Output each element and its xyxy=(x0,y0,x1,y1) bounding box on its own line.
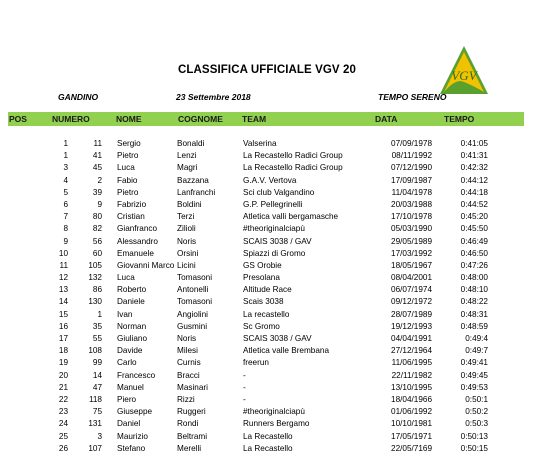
cell-cognome: Tomasoni xyxy=(177,273,213,283)
cell-team: Atletica valli bergamasche xyxy=(243,212,339,222)
cell-pos: 6 xyxy=(63,199,68,209)
cell-cognome: Terzi xyxy=(177,212,195,222)
cell-cognome: Masinari xyxy=(177,382,208,392)
cell-pos: 19 xyxy=(58,358,68,368)
cell-data: 13/10/1995 xyxy=(391,382,432,392)
cell-team: Runners Bergamo xyxy=(243,419,310,429)
cell-data: 01/06/1992 xyxy=(391,407,432,417)
header-pos: POS xyxy=(9,114,27,124)
cell-team: G.P. Pellegrinelli xyxy=(243,199,303,209)
table-row xyxy=(0,175,534,187)
table-row xyxy=(0,138,534,150)
cell-data: 08/11/1992 xyxy=(391,151,432,161)
table-row xyxy=(0,272,534,284)
cell-tempo: 0:45:20 xyxy=(460,212,488,222)
cell-tempo: 0:44:52 xyxy=(460,199,488,209)
cell-tempo: 0:50:13 xyxy=(460,431,488,441)
table-row xyxy=(0,394,534,406)
cell-cognome: Beltrami xyxy=(177,431,208,441)
cell-pos: 12 xyxy=(58,273,68,283)
cell-data: 27/12/1964 xyxy=(391,346,432,356)
header-cognome: COGNOME xyxy=(178,114,223,124)
cell-team: Presolana xyxy=(243,273,280,283)
table-row xyxy=(0,260,534,272)
cell-nome: Luca xyxy=(117,273,135,283)
table-row xyxy=(0,199,534,211)
cell-pos: 4 xyxy=(63,175,68,185)
cell-tempo: 0:49:7 xyxy=(465,346,488,356)
cell-pos: 3 xyxy=(63,163,68,173)
cell-numero: 39 xyxy=(92,187,102,197)
table-row xyxy=(0,382,534,394)
table-row xyxy=(0,211,534,223)
cell-cognome: Ruggeri xyxy=(177,407,206,417)
cell-cognome: Magri xyxy=(177,163,198,173)
cell-data: 28/07/1989 xyxy=(391,309,432,319)
cell-pos: 20 xyxy=(58,370,68,380)
cell-tempo: 0:49:41 xyxy=(460,358,488,368)
table-row xyxy=(0,345,534,357)
cell-nome: Fabio xyxy=(117,175,138,185)
cell-tempo: 0:50:2 xyxy=(465,407,488,417)
table-row xyxy=(0,296,534,308)
cell-pos: 23 xyxy=(58,407,68,417)
cell-data: 17/09/1987 xyxy=(391,175,432,185)
cell-cognome: Rondi xyxy=(177,419,199,429)
cell-team: G.A.V. Vertova xyxy=(243,175,297,185)
results-table xyxy=(0,138,534,455)
cell-data: 17/10/1978 xyxy=(391,212,432,222)
cell-tempo: 0:45:50 xyxy=(460,224,488,234)
cell-pos: 26 xyxy=(58,443,68,453)
cell-data: 05/03/1990 xyxy=(391,224,432,234)
cell-pos: 8 xyxy=(63,224,68,234)
cell-data: 20/03/1988 xyxy=(391,199,432,209)
cell-nome: Roberto xyxy=(117,285,147,295)
table-row xyxy=(0,187,534,199)
cell-cognome: Noris xyxy=(177,236,197,246)
cell-pos: 7 xyxy=(63,212,68,222)
table-row xyxy=(0,162,534,174)
cell-nome: Daniele xyxy=(117,297,145,307)
cell-cognome: Noris xyxy=(177,334,197,343)
cell-nome: Piero xyxy=(117,394,137,404)
cell-nome: Cristian xyxy=(117,212,145,222)
cell-cognome: Curnis xyxy=(177,358,201,368)
cell-cognome: Bazzana xyxy=(177,175,209,185)
cell-team: La Recastello Radici Group xyxy=(243,163,343,173)
cell-data: 29/05/1989 xyxy=(391,236,432,246)
table-row xyxy=(0,370,534,382)
cell-pos: 1 xyxy=(63,139,68,148)
cell-nome: Carlo xyxy=(117,358,137,368)
document-title: CLASSIFICA UFFICIALE VGV 20 xyxy=(178,64,356,76)
cell-tempo: 0:41:31 xyxy=(460,151,488,161)
cell-nome: Pietro xyxy=(117,187,139,197)
cell-pos: 24 xyxy=(58,419,68,429)
cell-numero: 130 xyxy=(88,297,102,307)
cell-tempo: 0:41:05 xyxy=(460,139,488,148)
cell-data: 22/05/7169 xyxy=(391,443,432,453)
cell-team: - xyxy=(243,382,246,392)
cell-numero: 11 xyxy=(93,139,102,148)
cell-tempo: 0:48:31 xyxy=(460,309,488,319)
cell-pos: 13 xyxy=(58,285,68,295)
race-location: GANDINO xyxy=(58,92,99,102)
cell-cognome: Milesi xyxy=(177,346,198,356)
cell-tempo: 0:47:26 xyxy=(460,260,488,270)
cell-pos: 25 xyxy=(58,431,68,441)
cell-tempo: 0:50:3 xyxy=(465,419,488,429)
cell-tempo: 0:48:10 xyxy=(460,285,488,295)
cell-pos: 5 xyxy=(63,187,68,197)
cell-cognome: Antonelli xyxy=(177,285,209,295)
cell-numero: 107 xyxy=(88,443,102,453)
cell-team: SCAIS 3038 / GAV xyxy=(243,236,312,246)
cell-nome: Ivan xyxy=(117,309,133,319)
cell-nome: Sergio xyxy=(117,139,141,148)
cell-cognome: Rizzi xyxy=(177,394,195,404)
table-row xyxy=(0,309,534,321)
cell-pos: 16 xyxy=(58,321,68,331)
logo-text: VGV xyxy=(451,68,477,83)
cell-cognome: Lanfranchi xyxy=(177,187,216,197)
cell-numero: 41 xyxy=(92,151,102,161)
cell-numero: 131 xyxy=(88,419,102,429)
cell-tempo: 0:49:53 xyxy=(460,382,488,392)
cell-numero: 55 xyxy=(92,334,102,343)
cell-nome: Daniel xyxy=(117,419,141,429)
cell-data: 22/11/1982 xyxy=(391,370,432,380)
cell-pos: 18 xyxy=(58,346,68,356)
table-row xyxy=(0,431,534,443)
weather-info: TEMPO SERENO xyxy=(378,92,447,102)
cell-cognome: Bracci xyxy=(177,370,200,380)
table-row xyxy=(0,406,534,418)
table-row xyxy=(0,333,534,345)
cell-data: 06/07/1974 xyxy=(391,285,432,295)
cell-numero: 132 xyxy=(88,273,102,283)
cell-team: La Recastello Radici Group xyxy=(243,151,343,161)
cell-tempo: 0:50:15 xyxy=(460,443,488,453)
cell-team: SCAIS 3038 / GAV xyxy=(243,334,312,343)
cell-tempo: 0:48:00 xyxy=(460,273,488,283)
cell-numero: 1 xyxy=(97,309,102,319)
cell-data: 17/03/1992 xyxy=(391,248,432,258)
cell-pos: 21 xyxy=(58,382,68,392)
cell-tempo: 0:48:22 xyxy=(460,297,488,307)
cell-team: - xyxy=(243,370,246,380)
cell-pos: 22 xyxy=(58,394,68,404)
cell-team: GS Orobie xyxy=(243,260,282,270)
cell-pos: 1 xyxy=(63,151,68,161)
cell-tempo: 0:46:49 xyxy=(460,236,488,246)
cell-numero: 56 xyxy=(92,236,102,246)
header-nome: NOME xyxy=(116,114,142,124)
cell-nome: Giuliano xyxy=(117,334,148,343)
header-data: DATA xyxy=(375,114,398,124)
cell-nome: Luca xyxy=(117,163,135,173)
cell-nome: Fabrizio xyxy=(117,199,147,209)
header-numero: NUMERO xyxy=(52,114,90,124)
cell-numero: 82 xyxy=(92,224,102,234)
cell-cognome: Merelli xyxy=(177,443,202,453)
cell-team: La Recastello xyxy=(243,443,293,453)
cell-cognome: Gusmini xyxy=(177,321,208,331)
cell-numero: 118 xyxy=(88,394,102,404)
cell-tempo: 0:49:4 xyxy=(465,334,488,343)
cell-cognome: Licini xyxy=(177,260,196,270)
cell-pos: 9 xyxy=(63,236,68,246)
cell-nome: Emanuele xyxy=(117,248,154,258)
cell-nome: Stefano xyxy=(117,443,146,453)
cell-cognome: Tomasoni xyxy=(177,297,213,307)
cell-numero: 99 xyxy=(92,358,102,368)
cell-team: Scais 3038 xyxy=(243,297,284,307)
cell-pos: 10 xyxy=(58,248,68,258)
cell-nome: Norman xyxy=(117,321,147,331)
cell-team: Atletica valle Brembana xyxy=(243,346,330,356)
cell-data: 11/06/1995 xyxy=(391,358,432,368)
table-row xyxy=(0,443,534,455)
cell-tempo: 0:50:1 xyxy=(465,394,488,404)
cell-cognome: Angiolini xyxy=(177,309,208,319)
cell-nome: Manuel xyxy=(117,382,144,392)
cell-tempo: 0:44:18 xyxy=(460,187,488,197)
cell-tempo: 0:49:45 xyxy=(460,370,488,380)
cell-tempo: 0:44:12 xyxy=(460,175,488,185)
cell-numero: 2 xyxy=(97,175,102,185)
cell-data: 10/10/1981 xyxy=(391,419,432,429)
table-header xyxy=(8,112,524,126)
cell-numero: 9 xyxy=(97,199,102,209)
cell-numero: 86 xyxy=(92,285,102,295)
cell-nome: Giovanni Marco xyxy=(117,260,175,270)
cell-pos: 11 xyxy=(59,260,68,270)
cell-numero: 105 xyxy=(88,260,102,270)
cell-data: 07/12/1990 xyxy=(391,163,432,173)
cell-numero: 80 xyxy=(92,212,102,222)
cell-data: 08/04/2001 xyxy=(391,273,432,283)
cell-team: #theoriginalciapù xyxy=(243,224,305,234)
cell-nome: Gianfranco xyxy=(117,224,158,234)
cell-team: Sci club Valgandino xyxy=(243,187,315,197)
cell-team: freerun xyxy=(243,358,269,368)
cell-nome: Giuseppe xyxy=(117,407,153,417)
cell-pos: 17 xyxy=(58,334,68,343)
cell-team: Valserina xyxy=(243,139,277,148)
cell-numero: 47 xyxy=(92,382,102,392)
cell-nome: Maurizio xyxy=(117,431,148,441)
race-date: 23 Settembre 2018 xyxy=(176,92,251,102)
cell-tempo: 0:46:50 xyxy=(460,248,488,258)
cell-team: Altitude Race xyxy=(243,285,292,295)
cell-cognome: Lenzi xyxy=(177,151,197,161)
table-row xyxy=(0,236,534,248)
cell-data: 18/04/1966 xyxy=(391,394,432,404)
cell-nome: Davide xyxy=(117,346,143,356)
header-team: TEAM xyxy=(242,114,267,124)
cell-nome: Francesco xyxy=(117,370,156,380)
cell-numero: 35 xyxy=(92,321,102,331)
cell-cognome: Bonaldi xyxy=(177,139,205,148)
cell-numero: 3 xyxy=(97,431,102,441)
cell-nome: Pietro xyxy=(117,151,139,161)
cell-team: La Recastello xyxy=(243,431,293,441)
cell-team: Sc Gromo xyxy=(243,321,280,331)
cell-tempo: 0:48:59 xyxy=(460,321,488,331)
table-row xyxy=(0,223,534,235)
table-row xyxy=(0,284,534,296)
cell-pos: 15 xyxy=(58,309,68,319)
cell-numero: 14 xyxy=(92,370,102,380)
cell-data: 11/04/1978 xyxy=(391,187,432,197)
table-row xyxy=(0,418,534,430)
cell-team: #theoriginalciapù xyxy=(243,407,305,417)
cell-team: - xyxy=(243,394,246,404)
cell-cognome: Boldini xyxy=(177,199,202,209)
vgv-logo xyxy=(438,44,490,96)
cell-tempo: 0:42:32 xyxy=(460,163,488,173)
header-tempo: TEMPO xyxy=(444,114,475,124)
cell-data: 18/05/1967 xyxy=(391,260,432,270)
cell-data: 17/05/1971 xyxy=(391,431,432,441)
cell-numero: 60 xyxy=(92,248,102,258)
cell-numero: 45 xyxy=(92,163,102,173)
cell-data: 19/12/1993 xyxy=(391,321,432,331)
table-row xyxy=(0,357,534,369)
cell-cognome: Orsini xyxy=(177,248,199,258)
cell-numero: 108 xyxy=(88,346,102,356)
table-row xyxy=(0,248,534,260)
table-row xyxy=(0,321,534,333)
cell-nome: Alessandro xyxy=(117,236,158,246)
cell-numero: 75 xyxy=(92,407,102,417)
cell-cognome: Zilioli xyxy=(177,224,196,234)
table-row xyxy=(0,150,534,162)
cell-data: 04/04/1991 xyxy=(391,334,432,343)
cell-team: La recastello xyxy=(243,309,290,319)
cell-data: 07/09/1978 xyxy=(391,139,432,148)
cell-pos: 14 xyxy=(58,297,68,307)
cell-data: 09/12/1972 xyxy=(391,297,432,307)
cell-team: Spiazzi di Gromo xyxy=(243,248,306,258)
